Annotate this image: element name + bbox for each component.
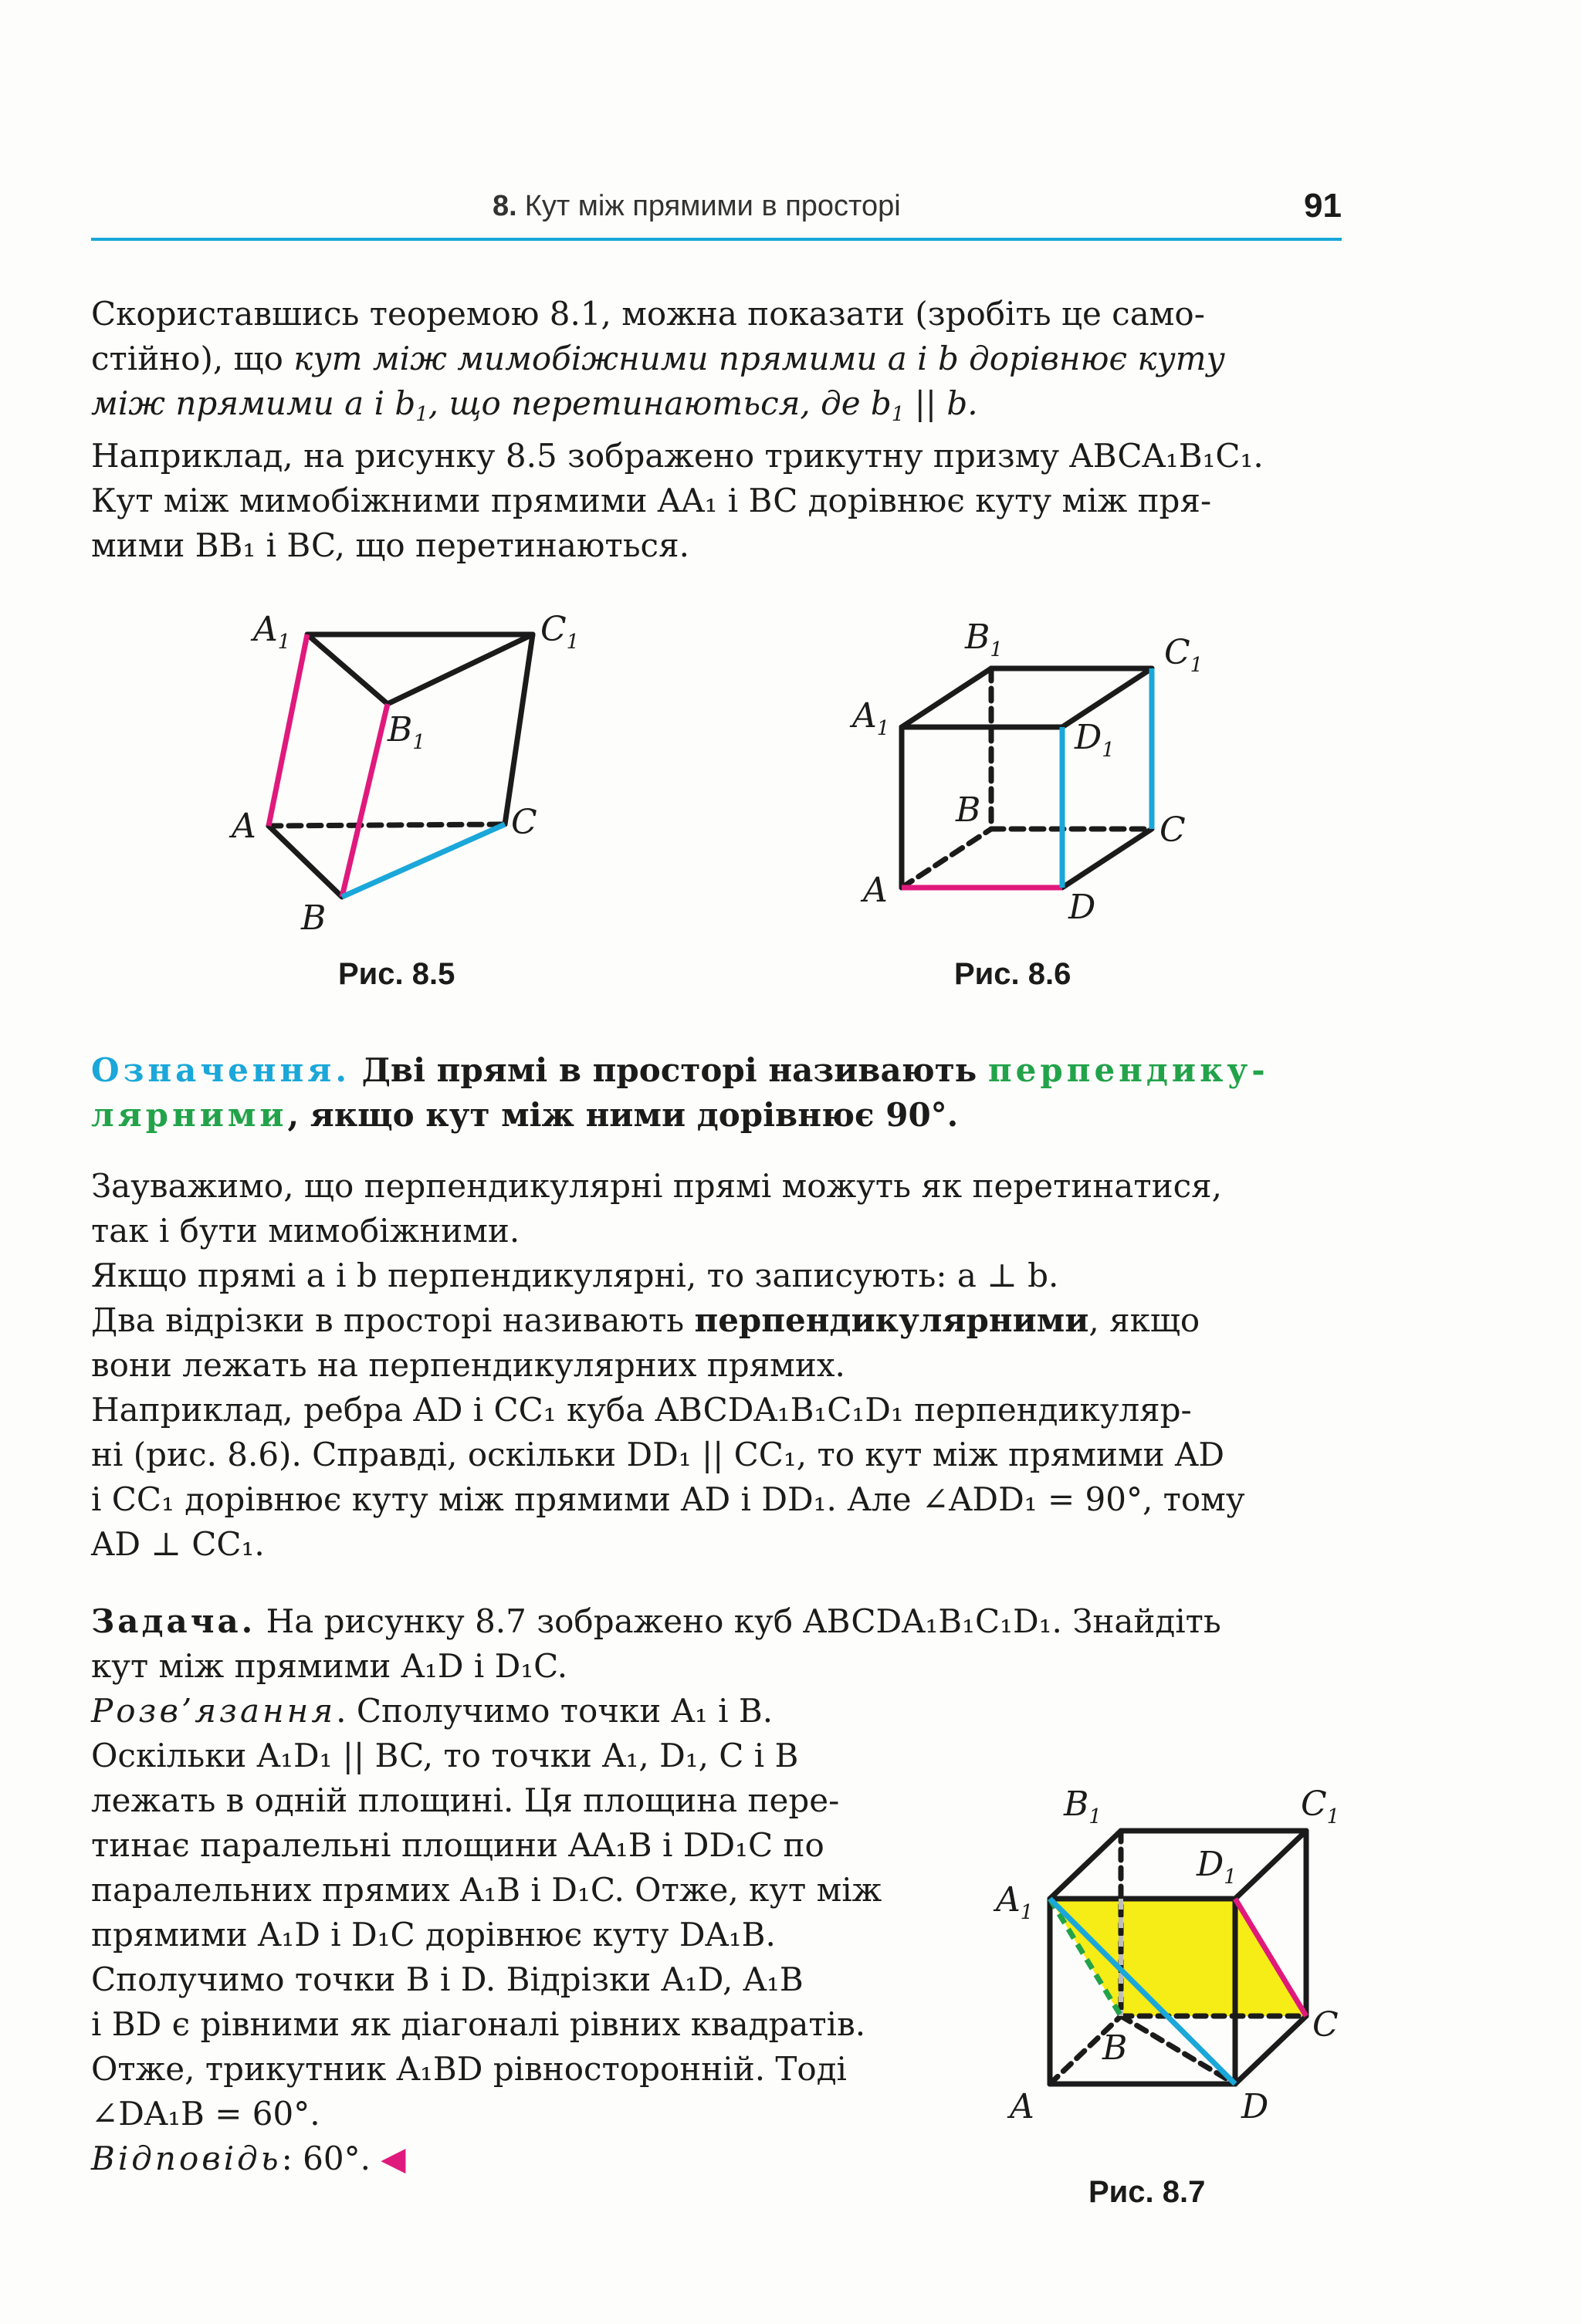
task-label: Задача. (91, 1602, 256, 1640)
figure-8-5-prism (224, 602, 594, 942)
page-number: 91 (1304, 187, 1342, 225)
label-a1: $A_1$ (852, 696, 890, 740)
label-a: A (863, 871, 888, 910)
label-c: C (511, 803, 537, 842)
paragraph-notation: Якщо прямі a і b перпендикулярні, то записують: a ⊥ b. (91, 1257, 1059, 1294)
answer: Відповідь: 60°. ◀ (91, 2140, 406, 2177)
paragraph-theorem-remark: Скориставшись теоремою 8.1, можна показати (зробіть це само- стійно), що кут між мимобіжними прямими a і b дорівнює куту між прямими a і $b_1$, що перетинаються, де $b_1$ || b. (91, 295, 1225, 426)
task-solution: Розв’язання. Сполучимо точки A₁ і B. Оскільки A₁D₁ || BC, то точки A₁, D₁, C і B лежать в одній площині. Ця площина пере- тинає паралельні площини AA₁B і DD₁C по паралельних прямих A₁B і D₁C. Отже, кут між прямими A₁D і D₁C дорівнює куту DA₁B. Сполучимо точки B і D. Відрізки A₁D, A₁B і BD є рівними як діагоналі рівних квадратів. Отже, трикутник A₁BD рівносторонній. Тоді ∠DA₁B = 60°. Відповідь: 60°. ◀ (91, 1689, 948, 2181)
edge-bc-highlight (342, 824, 505, 897)
label-c1: $C_1$ (1301, 1784, 1340, 1828)
figure-8-7-caption: Рис. 8.7 (1088, 2175, 1206, 2209)
label-c: C (1160, 810, 1186, 850)
edge-aa1-highlight (269, 634, 307, 826)
definition-label: Означення. (91, 1051, 350, 1089)
label-a1: $A_1$ (253, 610, 291, 654)
label-a1: $A_1$ (996, 1880, 1034, 1924)
edge-ab (269, 826, 342, 897)
term-perpendicular: перпендику- (987, 1051, 1269, 1089)
label-b: B (956, 790, 981, 830)
figure-8-6-caption: Рис. 8.6 (954, 957, 1071, 991)
header-rule (91, 238, 1342, 241)
label-d: D (1241, 2087, 1269, 2126)
figure-8-6-cube (841, 610, 1243, 926)
label-b1: $B_1$ (1064, 1784, 1102, 1828)
paragraph-remark: Зауважимо, що перпендикулярні прямі можуть як перетинатися, так і бути мимобіжними. (91, 1167, 1222, 1250)
label-b: B (1102, 2028, 1128, 2068)
label-c: C (1312, 2005, 1339, 2045)
edge-a1b1 (307, 634, 388, 704)
label-b: B (301, 898, 327, 938)
label-c1: $C_1$ (1164, 633, 1204, 677)
label-a: A (1010, 2087, 1034, 2126)
edge-a1b1 (902, 668, 991, 727)
label-b1: $B_1$ (965, 617, 1003, 661)
label-d1: $D_1$ (1075, 718, 1115, 762)
running-header (91, 184, 1342, 230)
solution-label: Розв’язання (91, 1692, 337, 1730)
paragraph-cube-example: Наприклад, ребра AD і CC₁ куба ABCDA₁B₁C₁D₁ перпендикуляр- ні (рис. 8.6). Справді, оскільки DD₁ || CC₁, то кут між прямими AD і CC₁ дорівнює куту між прямими AD і DD₁. Але ∠ADD₁ = 90°, тому AD ⊥ CC₁. (91, 1391, 1245, 1563)
label-d: D (1068, 888, 1096, 926)
edge-b1c1 (388, 634, 533, 704)
edge-ac-hidden (269, 824, 505, 826)
label-d1: $D_1$ (1197, 1845, 1237, 1889)
section-title: 8. Кут між прямими в просторі (493, 190, 901, 222)
label-b1: $B_1$ (388, 710, 425, 754)
label-a: A (232, 807, 256, 846)
end-of-solution-marker: ◀ (381, 2140, 406, 2177)
edge-c1c (505, 634, 533, 824)
figure-8-5-caption: Рис. 8.5 (338, 957, 455, 991)
definition-perpendicular: Означення. Дві прямі в просторі називають перпендику- лярними, якщо кут між ними дорівнює 90°. (91, 1051, 1269, 1134)
edge-bb1-highlight (342, 704, 388, 897)
edge-ab-hidden (902, 829, 991, 888)
paragraph-segments: Два відрізки в просторі називають перпендикулярними, якщо вони лежать на перпендикулярних прямих. (91, 1301, 1200, 1384)
task-statement: Задача. На рисунку 8.7 зображено куб ABCDA₁B₁C₁D₁. Знайдіть кут між прямими A₁D і D₁C. (91, 1602, 1221, 1685)
label-c1: $C_1$ (540, 610, 580, 654)
paragraph-prism-example: Наприклад, на рисунку 8.5 зображено трикутну призму ABCA₁B₁C₁. Кут між мимобіжними прямими AA₁ і BC дорівнює куту між пря- мими BB₁ і BC, що перетинаються. (91, 437, 1264, 564)
edge-dc (1062, 829, 1152, 888)
figure-8-7-cube (980, 1775, 1343, 2161)
